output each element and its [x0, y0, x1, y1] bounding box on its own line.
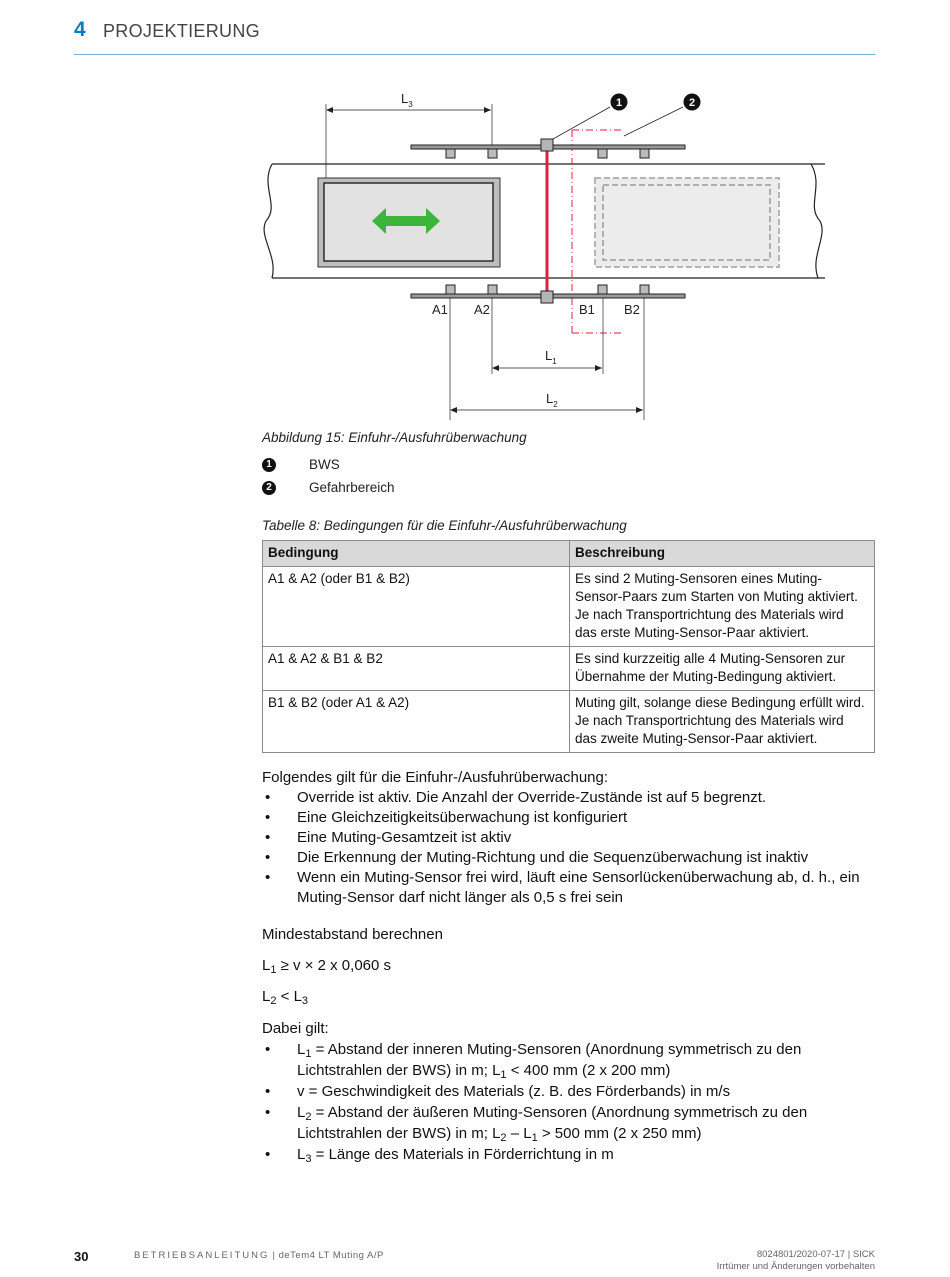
cell-description: Es sind 2 Muting-Sensoren eines Muting-Sensor-Paars zum Starten von Muting aktiviert. Je nach Transportrichtung des Materials wird das erste Muting-Sensor-Paar aktiviert. [570, 567, 875, 647]
legend-text: BWS [309, 457, 340, 472]
list-item: • $L_2 = Abstand$ der äußeren Muting-Sensoren (Anordnung symmetrisch zu den Lichtstrahlen der BWS) in m; $L_2 - L_1 > 500$ mm (2 x 250 mm) [262, 1102, 877, 1144]
definitions-list [262, 1039, 877, 1165]
figure-caption: Abbildung 15: Einfuhr-/Ausfuhrüberwachung [262, 430, 527, 445]
doc-reference: 8024801/2020-07-17 | SICK [756, 1249, 875, 1260]
svg-text:L2 [546, 391, 558, 409]
column-header-condition: Bedingung [263, 541, 570, 567]
definitions-intro: Dabei gilt: [262, 1020, 329, 1037]
table-row [263, 691, 875, 753]
list-item: • $L_3$ = Länge des Materials in Förderrichtung in m [262, 1144, 877, 1165]
muting-diagram-svg [258, 86, 828, 426]
formula-sub: 3 [301, 995, 309, 1007]
sensor-b2 [640, 285, 649, 294]
formula-sub: 1 [270, 964, 277, 976]
chapter-number: 4 [74, 18, 86, 41]
column-header-description: Beschreibung [570, 541, 875, 567]
sensor-label-a1: A1 [432, 302, 448, 317]
sensor-a1 [446, 285, 455, 294]
material-ghost [595, 178, 779, 267]
l2-sub: 2 [553, 400, 558, 409]
rules-intro: Folgendes gilt für die Einfuhr-/Ausfuhrüberwachung: [262, 769, 609, 786]
sensor-label-b1: B1 [579, 302, 595, 317]
list-item: • Wenn ein Muting-Sensor frei wird, läuft eine Sensorlückenüberwachung ab, d. h., ein Muting-Sensor darf nicht länger als 0,5 s frei sein [262, 868, 877, 908]
callout-2-label: 2 [688, 97, 696, 109]
footer-reference [717, 1249, 875, 1273]
list-item: • Eine Gleichzeitigkeitsüberwachung ist konfiguriert [262, 808, 877, 828]
list-item: • v = Geschwindigkeit des Materials (z. B. des Förderbands) in m/s [262, 1081, 877, 1102]
definitions-section [262, 1018, 877, 1165]
product-name: deTem4 LT Muting A/P [278, 1250, 384, 1261]
l3-label: L [401, 91, 409, 106]
bws-emitter [541, 139, 553, 151]
formula-text: < L [276, 988, 302, 1005]
cell-condition: A1 & A2 & B1 & B2 [263, 647, 570, 691]
formula-text: ≥ v × 2 x 0,060 s [276, 957, 392, 974]
legend-text: Gefahrbereich [309, 480, 395, 495]
page-header [74, 16, 875, 55]
formula-text: L [262, 957, 271, 974]
formula-text: L [262, 988, 271, 1005]
list-item: • Eine Muting-Gesamtzeit ist aktiv [262, 828, 877, 848]
list-item: • Die Erkennung der Muting-Richtung und die Sequenzüberwachung ist inaktiv [262, 848, 877, 868]
sensor-b1 [598, 285, 607, 294]
l1-sub: 1 [552, 357, 557, 366]
table-row [263, 647, 875, 691]
formula-l2 [262, 988, 308, 1005]
formula-l1 [262, 957, 391, 974]
doc-type: BETRIEBSANLEITUNG [134, 1250, 270, 1261]
l3-sub: 3 [408, 100, 413, 109]
rules-section [262, 768, 877, 908]
muting-diagram [258, 86, 828, 426]
cell-description: Muting gilt, solange diese Bedingung erfüllt wird. Je nach Transportrichtung des Materials wird das zweite Muting-Sensor-Paar aktiviert. [570, 691, 875, 753]
section-heading: Mindestabstand berechnen [262, 926, 443, 943]
l1-label: L [545, 348, 553, 363]
formula-sub: 2 [270, 995, 277, 1007]
table-caption: Tabelle 8: Bedingungen für die Einfuhr-/Ausfuhrüberwachung [262, 518, 627, 533]
cell-condition: A1 & A2 (oder B1 & B2) [263, 567, 570, 647]
legend-number: 1 [262, 458, 276, 472]
sensor-a2 [488, 285, 497, 294]
list-item: • Override ist aktiv. Die Anzahl der Override-Zustände ist auf 5 begrenzt. [262, 788, 877, 808]
l2-label: L [546, 391, 554, 406]
rules-list [262, 788, 877, 908]
cell-description: Es sind kurzzeitig alle 4 Muting-Sensoren zur Übernahme der Muting-Bedingung aktiviert. [570, 647, 875, 691]
disclaimer: Irrtümer und Änderungen vorbehalten [716, 1261, 875, 1272]
table-header-row [263, 541, 875, 567]
conditions-table [262, 540, 875, 753]
legend-number: 2 [262, 481, 276, 495]
page-number: 30 [74, 1249, 89, 1264]
sensor-label-a2: A2 [474, 302, 490, 317]
cell-condition: B1 & B2 (oder A1 & A2) [263, 691, 570, 753]
sensor-label-b2: B2 [624, 302, 640, 317]
chapter-title: PROJEKTIERUNG [103, 21, 260, 41]
list-item: • $L_1 = Abstand$ der inneren Muting-Sensoren (Anordnung symmetrisch zu den Lichtstrahlen der BWS) in m; $L_1 < 400$ mm (2 x 200 mm) [262, 1039, 877, 1081]
callout-1-label: 1 [615, 97, 623, 109]
bws-receiver [541, 291, 553, 303]
svg-text:L1 [545, 348, 557, 366]
table-row [263, 567, 875, 647]
separator: | [269, 1250, 279, 1261]
footer-document-title [134, 1250, 384, 1261]
svg-text:L3 [401, 91, 413, 109]
